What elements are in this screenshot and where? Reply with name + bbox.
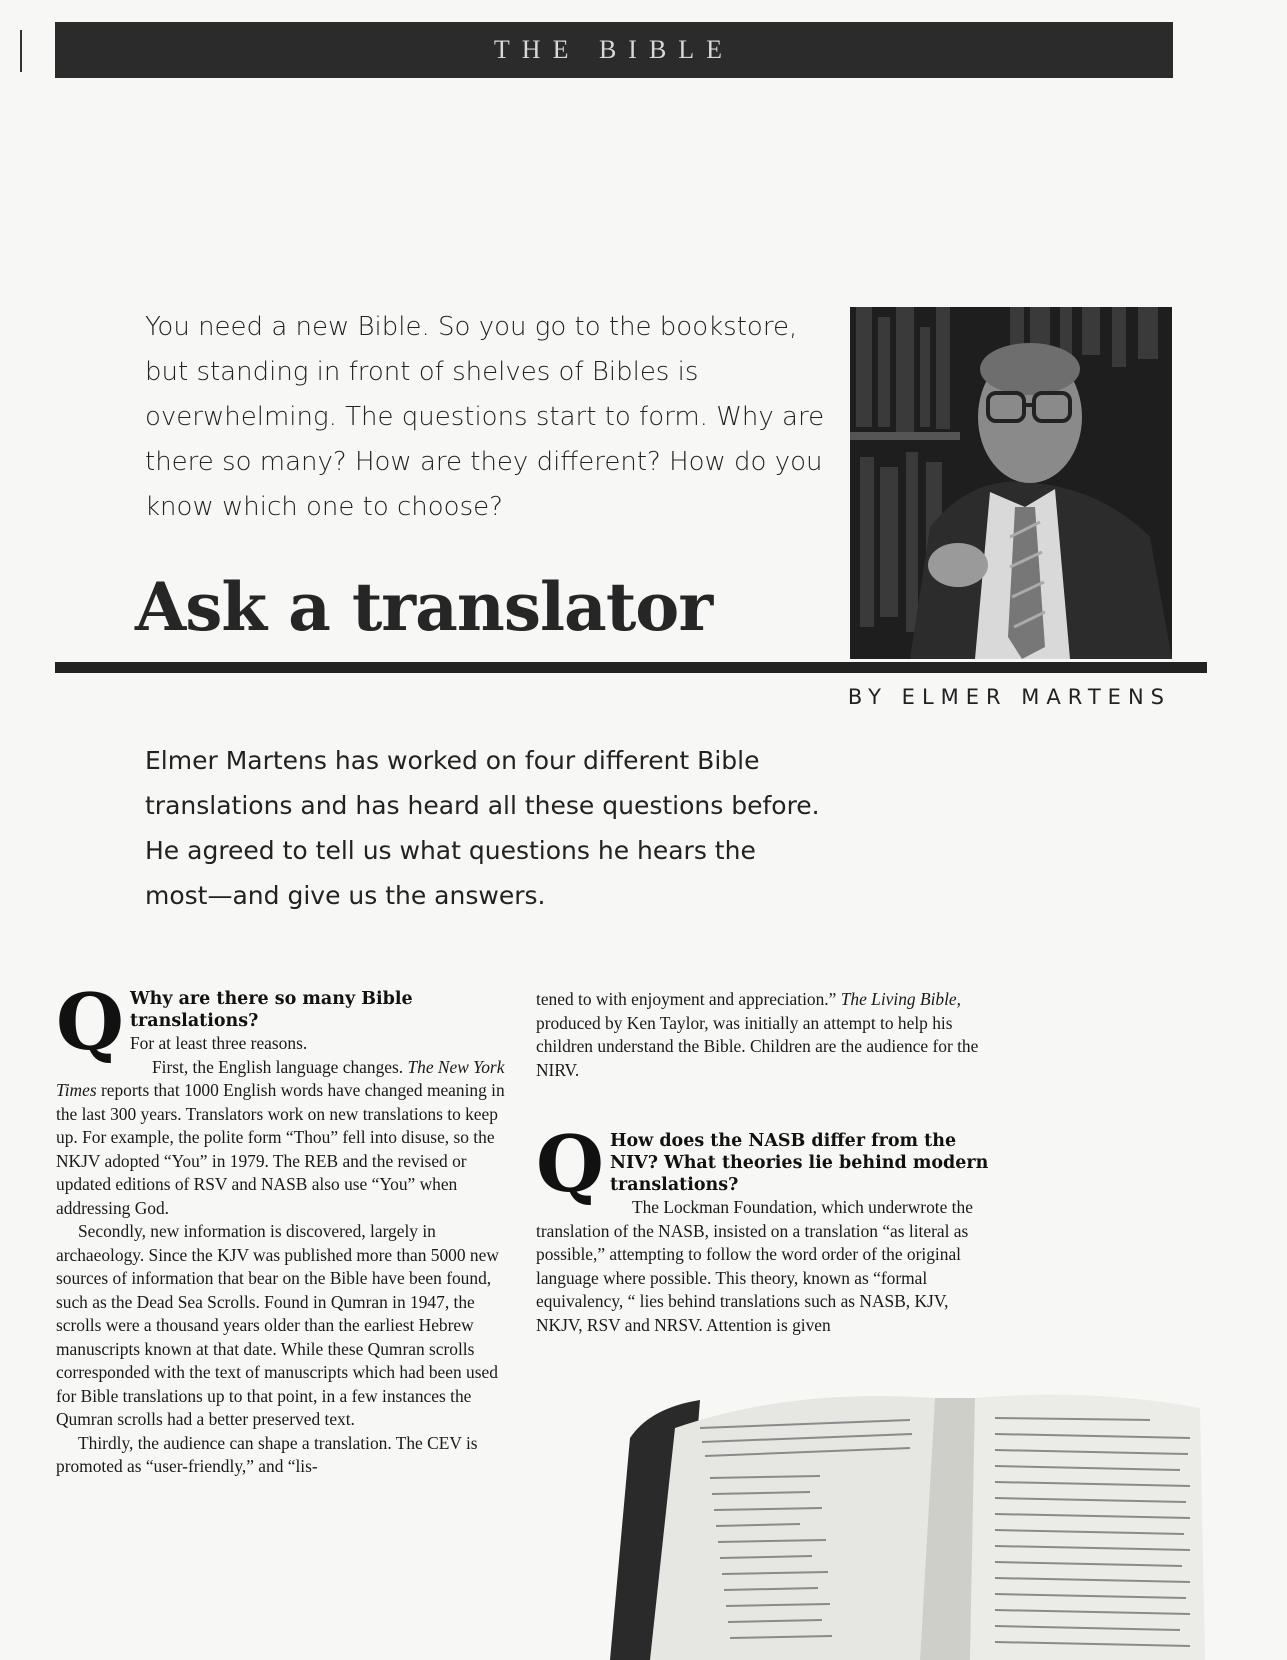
deck-line: most—and give us the answers. — [145, 881, 546, 910]
answer-paragraph — [56, 1056, 506, 1221]
article-column-2-q2 — [536, 1119, 996, 1337]
intro-line: there so many? How are they different? How do you — [145, 447, 823, 477]
open-bible-illustration — [590, 1368, 1220, 1660]
answer-paragraph — [536, 988, 986, 1082]
intro-text — [145, 305, 825, 530]
text-run: reports that 1000 English words have changed meaning in the last 300 years. Translators work on new translations to keep up. For example, the polite form “Thou” fell into disuse, so the NKJV adopted “You” in 1979. The REB and the revised or updated editions of RSV and NASB also use “You” when addressing God. — [56, 1080, 505, 1218]
deck-line: He agreed to tell us what questions he hears the — [145, 836, 756, 865]
drop-cap-q: Q — [536, 1119, 604, 1210]
question-2 — [536, 1119, 996, 1210]
article-column-2 — [536, 988, 986, 1082]
portrait-illustration — [850, 307, 1172, 659]
title-rule — [55, 662, 1207, 673]
question-title: How does the NASB differ from the NIV? What theories lie behind modern translations? — [609, 1131, 989, 1195]
answer-paragraph: Thirdly, the audience can shape a translation. The CEV is promoted as “user-friendly,” and “lis- — [56, 1432, 478, 1476]
publication-title: The Living Bible, — [840, 989, 961, 1009]
intro-line: You need a new Bible. So you go to the bookstore, — [145, 312, 798, 342]
text-run: First, the English language changes. — [151, 1056, 408, 1077]
answer-paragraph: Secondly, new information is discovered, largely in archaeology. Since the KJV was published more than 5000 new sources of information that bear on the Bible have been found, such as the Dead Sea Scrolls. Found in Qumran in 1947, the scrolls were a thousand years older than the earliest Hebrew manuscripts known at that date. While these Qumran scrolls corresponded with the text of manuscripts which had been used for Bible translations up to that point, in a few instances the Qumran scrolls had a better preserved text. — [56, 1221, 499, 1429]
section-banner — [55, 22, 1173, 78]
answer-lead: For at least three reasons. — [129, 1033, 308, 1053]
deck-line: translations and has heard all these questions before. — [145, 791, 820, 820]
publication-title: The New York Times — [56, 1056, 505, 1100]
text-run: tened to with enjoyment and appreciation.” — [536, 989, 841, 1009]
text-run: produced by Ken Taylor, was initially an attempt to help his children understand the Bible. Children are the audience for the NIRV. — [536, 1012, 979, 1080]
translator-portrait — [850, 307, 1172, 659]
intro-line: know which one to choose? — [145, 492, 503, 522]
byline: BY ELMER MARTENS — [847, 685, 1171, 709]
article-headline: Ask a translator — [135, 568, 713, 646]
question-title: Why are there so many Bible translations? — [129, 989, 413, 1031]
drop-cap-q: Q — [56, 977, 124, 1068]
article-deck — [145, 738, 845, 918]
margin-rule — [20, 30, 22, 72]
answer-paragraph: The Lockman Foundation, which underwrote the translation of the NASB, insisted on a translation “as literal as possible,” attempting to follow the word order of the original language where possible. This theory, known as “formal equivalency, “ lies behind translations such as NASB, KJV, NKJV, RSV and NRSV. Attention is given — [536, 1197, 973, 1335]
deck-line: Elmer Martens has worked on four different Bible — [145, 746, 760, 775]
intro-line: but standing in front of shelves of Bibles is — [145, 357, 699, 387]
open-bible-photo — [590, 1368, 1220, 1660]
intro-line: overwhelming. The questions start to form. Why are — [145, 402, 825, 432]
section-title: THE BIBLE — [493, 35, 735, 64]
article-column-1 — [56, 977, 506, 1479]
